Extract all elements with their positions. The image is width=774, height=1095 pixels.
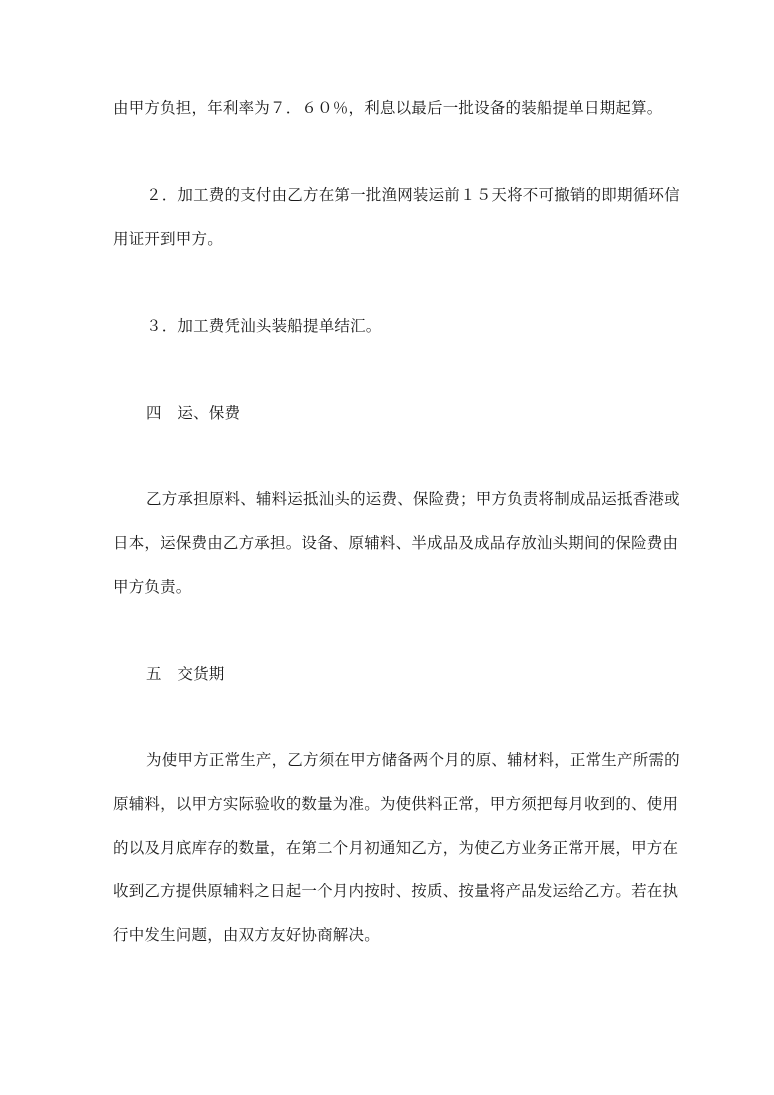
text-line: 行中发生问题，由双方友好协商解决。	[113, 926, 380, 944]
text-line: 用证开到甲方。	[113, 230, 223, 248]
text-line: ３．加工费凭汕头装船提单结汇。	[146, 317, 382, 335]
text-line: 原辅料，以甲方实际验收的数量为准。为使供料正常，甲方须把每月收到的、使用	[113, 795, 679, 813]
heading-line: 四 运、保费	[146, 404, 241, 422]
heading-line: 五 交货期	[146, 665, 225, 683]
text-line: ２．加工费的支付由乙方在第一批渔网装运前１５天将不可撤销的即期循环信	[146, 186, 680, 204]
text-line: 甲方负责。	[113, 578, 192, 596]
text-line: 乙方承担原料、辅料运抵汕头的运费、保险费；甲方负责将制成品运抵香港或	[146, 490, 680, 508]
text-line: 的以及月底库存的数量，在第二个月初通知乙方，为使乙方业务正常开展，甲方在	[113, 839, 679, 857]
text-line: 为使甲方正常生产，乙方须在甲方储备两个月的原、辅材料，正常生产所需的	[146, 751, 680, 769]
text-line: 由甲方负担，年利率为７．６０％，利息以最后一批设备的装船提单日期起算。	[113, 99, 663, 117]
text-line: 日本，运保费由乙方承担。设备、原辅料、半成品及成品存放汕头期间的保险费由	[113, 534, 679, 552]
text-line: 收到乙方提供原辅料之日起一个月内按时、按质、按量将产品发运给乙方。若在执	[113, 882, 679, 900]
